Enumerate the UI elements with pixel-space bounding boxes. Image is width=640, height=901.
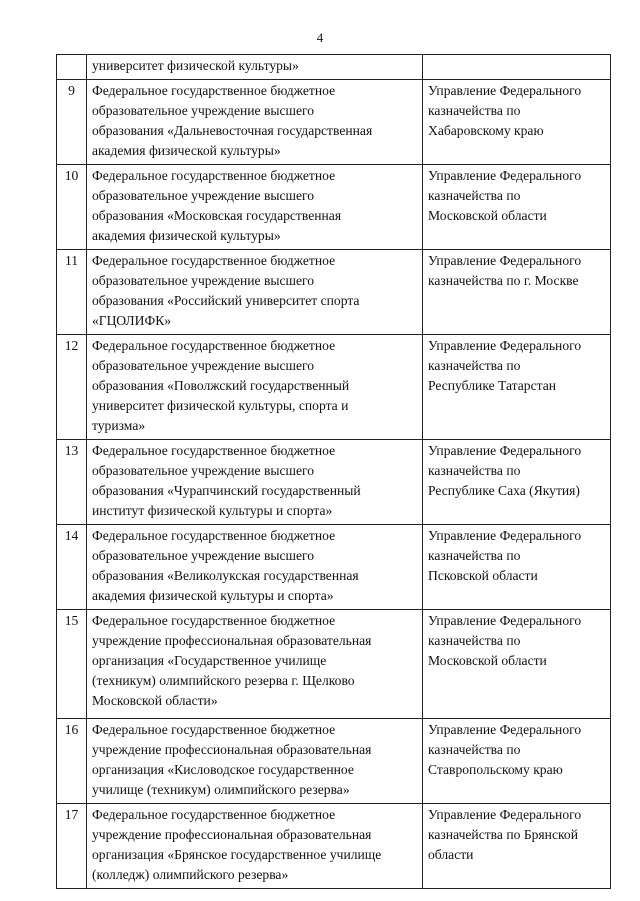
organization-name-line: организация «Брянское государственное училище	[92, 847, 382, 862]
treasury-authority-line: Управление Федерального	[428, 807, 582, 822]
organization-name-line: Федеральное государственное бюджетное	[92, 722, 336, 737]
organization-name-line: «ГЦОЛИФК»	[92, 313, 172, 328]
table-row	[57, 804, 611, 889]
organization-name-line: образовательное учреждение высшего	[92, 188, 315, 203]
organization-name-line: Федеральное государственное бюджетное	[92, 83, 336, 98]
row-number-cell: 16	[57, 719, 87, 804]
table-row-continuation	[57, 55, 611, 80]
organization-name-line: образования «Дальневосточная государственная	[92, 123, 373, 138]
organization-name-line: образовательное учреждение высшего	[92, 358, 315, 373]
organization-name-cell	[87, 335, 423, 440]
organization-name-line: Федеральное государственное бюджетное	[92, 338, 336, 353]
table-row	[57, 250, 611, 335]
organization-name-line: учреждение профессиональная образовательная	[92, 633, 372, 648]
organization-name-cell	[87, 719, 423, 804]
treasury-authority-cell	[423, 250, 611, 335]
row-number-cell: 12	[57, 335, 87, 440]
organization-name-line: образования «Российский университет спорта	[92, 293, 360, 308]
treasury-authority-line: области	[428, 847, 474, 862]
organization-name-line: Московской области»	[92, 693, 218, 708]
treasury-authority-cell	[423, 335, 611, 440]
organization-name-line: учреждение профессиональная образовательная	[92, 827, 372, 842]
organization-name-line: Федеральное государственное бюджетное	[92, 613, 336, 628]
treasury-authority-line: казначейства по	[428, 463, 521, 478]
treasury-authority-line: казначейства по	[428, 358, 521, 373]
treasury-authority-line: Управление Федерального	[428, 83, 582, 98]
treasury-authority-cell	[423, 440, 611, 525]
organization-name-cell	[87, 440, 423, 525]
table-row	[57, 165, 611, 250]
page-number: 4	[316, 30, 324, 45]
treasury-authority-line: Московской области	[428, 208, 547, 223]
organization-name-line: образования «Великолукская государственная	[92, 568, 359, 583]
table-row	[57, 335, 611, 440]
organizations-table	[56, 54, 611, 889]
treasury-authority-line: казначейства по	[428, 548, 521, 563]
organization-name-line: образования «Чурапчинский государственный	[92, 483, 361, 498]
treasury-authority-cell	[423, 610, 611, 719]
organization-name-line: Федеральное государственное бюджетное	[92, 807, 336, 822]
treasury-authority-line: казначейства по г. Москве	[428, 273, 579, 288]
treasury-authority-line: Управление Федерального	[428, 722, 582, 737]
treasury-authority-line: Управление Федерального	[428, 338, 582, 353]
organization-name-line: образования «Московская государственная	[92, 208, 342, 223]
table-row	[57, 719, 611, 804]
treasury-authority-line: Республике Саха (Якутия)	[428, 483, 580, 498]
treasury-authority-line: Республике Татарстан	[428, 378, 557, 393]
treasury-authority-line: казначейства по	[428, 188, 521, 203]
treasury-authority-cell	[423, 804, 611, 889]
organization-name-line: образовательное учреждение высшего	[92, 103, 315, 118]
treasury-authority-line: Управление Федерального	[428, 253, 582, 268]
row-number-cell: 15	[57, 610, 87, 719]
treasury-authority-line: Управление Федерального	[428, 528, 582, 543]
treasury-authority-line: казначейства по	[428, 633, 521, 648]
treasury-authority-line: Управление Федерального	[428, 613, 582, 628]
treasury-authority-line: Псковской области	[428, 568, 538, 583]
organization-name-line: Федеральное государственное бюджетное	[92, 168, 336, 183]
treasury-authority-line: казначейства по Брянской	[428, 827, 578, 842]
organization-name-line: организация «Государственное училище	[92, 653, 327, 668]
row-number-cell: 14	[57, 525, 87, 610]
table-row	[57, 610, 611, 719]
row-number-cell: 11	[57, 250, 87, 335]
organization-name-line: образовательное учреждение высшего	[92, 548, 315, 563]
organization-name-cell	[87, 55, 423, 80]
treasury-authority-cell	[423, 525, 611, 610]
organization-name-line: академия физической культуры»	[92, 143, 281, 158]
organization-name-line: образовательное учреждение высшего	[92, 273, 315, 288]
organization-name-line: организация «Кисловодское государственное	[92, 762, 354, 777]
organization-name-cell	[87, 165, 423, 250]
organization-name-line: институт физической культуры и спорта»	[92, 503, 333, 518]
treasury-authority-line: казначейства по	[428, 103, 521, 118]
organization-name-cell	[87, 80, 423, 165]
organization-name-line: Федеральное государственное бюджетное	[92, 443, 336, 458]
row-number-cell: 9	[57, 80, 87, 165]
organization-name-line: (колледж) олимпийского резерва»	[92, 867, 289, 882]
organization-name-line: училище (техникум) олимпийского резерва»	[92, 782, 350, 797]
organization-name-line: образования «Поволжский государственный	[92, 378, 350, 393]
organization-name-cell	[87, 610, 423, 719]
table-row	[57, 80, 611, 165]
organization-name-line: учреждение профессиональная образовательная	[92, 742, 372, 757]
organization-name-line: туризма»	[92, 418, 146, 433]
treasury-authority-line: Московской области	[428, 653, 547, 668]
organization-name-line: университет физической культуры»	[92, 58, 299, 73]
row-number-cell: 13	[57, 440, 87, 525]
organization-name-line: (техникум) олимпийского резерва г. Щелково	[92, 673, 355, 688]
table-row	[57, 525, 611, 610]
row-number-cell: 10	[57, 165, 87, 250]
organization-name-line: Федеральное государственное бюджетное	[92, 253, 336, 268]
treasury-authority-line: казначейства по	[428, 742, 521, 757]
treasury-authority-cell	[423, 165, 611, 250]
row-number-cell: 17	[57, 804, 87, 889]
table-row	[57, 440, 611, 525]
treasury-authority-line: Управление Федерального	[428, 168, 582, 183]
treasury-authority-line: Управление Федерального	[428, 443, 582, 458]
organization-name-line: академия физической культуры и спорта»	[92, 588, 334, 603]
organization-name-cell	[87, 804, 423, 889]
organization-name-line: образовательное учреждение высшего	[92, 463, 315, 478]
organization-name-cell	[87, 525, 423, 610]
treasury-authority-cell	[423, 719, 611, 804]
organization-name-line: университет физической культуры, спорта и	[92, 398, 349, 413]
treasury-authority-cell	[423, 80, 611, 165]
treasury-authority-line: Ставропольскому краю	[428, 762, 563, 777]
organization-name-cell	[87, 250, 423, 335]
organization-name-line: академия физической культуры»	[92, 228, 281, 243]
treasury-authority-cell	[423, 55, 611, 80]
table-body	[57, 55, 611, 889]
treasury-authority-line: Хабаровскому краю	[428, 123, 544, 138]
row-number-cell	[57, 55, 87, 80]
organization-name-line: Федеральное государственное бюджетное	[92, 528, 336, 543]
